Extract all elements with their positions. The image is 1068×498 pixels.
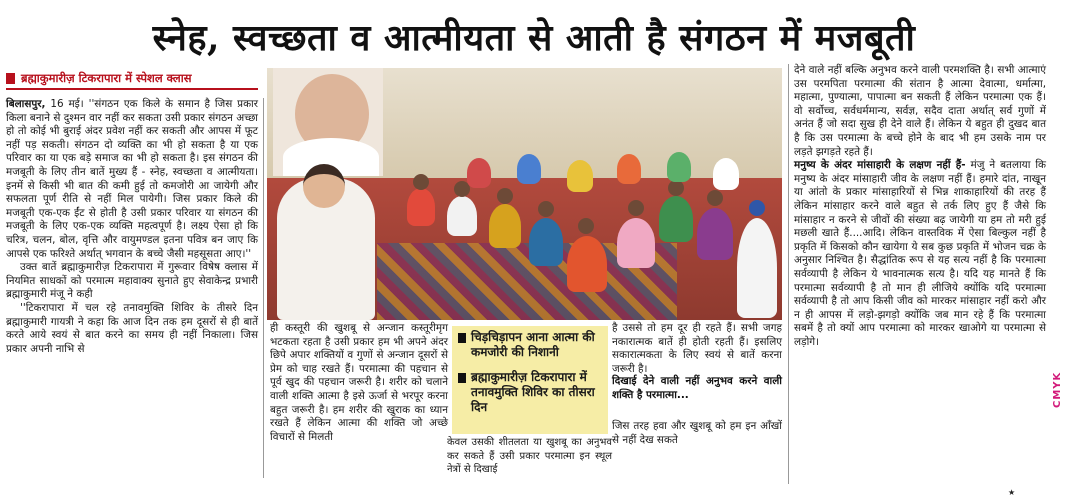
child-head (538, 201, 554, 217)
highlight-item (458, 330, 606, 360)
child-figure (567, 236, 607, 292)
child-figure (697, 208, 733, 260)
star-icon: ★ (1008, 488, 1016, 497)
print-registration-mark: CMYK (1052, 371, 1063, 408)
child-figure (667, 152, 691, 182)
child-head (578, 218, 594, 234)
article-column-3-mid: जिस तरह हवा और खुशबू को हम इन आँखों से नहीं देख सकते (612, 420, 782, 446)
bullet-square (458, 373, 466, 383)
child-figure (489, 204, 521, 248)
col4-paragraph-1: देने वाले नहीं बल्कि अनुभव करने वाली परमशक्ति है। सभी आत्माएं उस परमपिता परमात्मा की संतान है आत्मा देवात्मा, धर्मात्मा, महात्मा, पुण्यात्मा, पापात्मा बन सकती हैं लेकिन परमात्मा एक हैं। वो सर्वोच्च, सर्वधर्ममान्य, सर्वज्ञ, सदैव दाता अर्थात् सर्व गुणों में अनंत हैं जो सदा सुख ही देने वाले हैं। लेकिन ये बहुत ही दुखद बात है कि उस परमात्मा के बच्चे होने के बाद भी हम उसके नाम पर लड़ते झगड़ते रहते हैं। (794, 64, 1046, 158)
highlight-box (452, 326, 608, 434)
article-column-2a: ही कस्तूरी की खुशबू से अन्जान कस्तूरीमृग भटकता रहता है उसी प्रकार हम भी अपने अंदर छिपे अपार शक्तियों व गुणों से अन्जान दूसरों से प्रेम को चाह रखते हैं। परमात्मा की पहचान से पूर्व खुद की पहचान जरूरी है। शरीर को चलाने वाली शक्ति आत्मा है इसे ऊर्जा से भरपूर करना बहुत जरूरी है। हम शरीर की खुराक का ध्यान रखते हैं लेकिन आत्मा की शक्ति जो अच्छे विचारों से मिलती (270, 322, 448, 443)
child-figure (713, 158, 739, 190)
speaker-head (303, 164, 345, 208)
article-column-3-top: है उससे तो हम दूर ही रहते हैं। सभी जगह नकारात्मक बातें ही होती रहती हैं। इसलिए सकारात्मकता के लिए स्वयं से बातें करना जरूरी है। (612, 322, 782, 375)
paragraph-3: ''टिकरापारा में चल रहे तनावमुक्ति शिविर के तीसरे दिन ब्रह्माकुमारी गायत्री ने कहा कि आज दिन तक हम दूसरों से ही बातें करते आये स्वयं से बात करने का समय ही नहीं निकाला। जिस प्रकार अपनी नाभि से (6, 301, 258, 355)
article-column-4 (794, 64, 1046, 484)
dateline-city: बिलासपुर, (6, 98, 46, 110)
child-head (497, 188, 513, 204)
dateline-text: 16 मई। ''संगठन एक किले के समान है जिस प्रकार किला बनाने से दुश्मन वार नहीं कर सकता उसी प्रकार संगठन अच्छा हो तो कोई भी बुराई अंदर प्रवेश नहीं कर सकती और आपस में फूट नहीं पड़ सकती। संगठन दो व्यक्ति का भी हो सकता है या एक परिवार का या एक बड़े समाज का भी हो सकता है। इस संगठन की मजबूती के लिए तीन बातें मुख्य हैं - स्नेह, स्वच्छता व आत्मीयता। इनमें से किसी भी बात की कमी हुई तो कमजोरी आ जायेगी और सफलता पूर्ण रीति से नहीं मिल पायेगी। जिस प्रकार किले की मजबूती एक-एक ईंट से होती है उसी प्रकार परिवार या संगठन की मजबूती के लिए एक-एक व्यक्ति महत्वपूर्ण है। लक्ष्य ऐसा हो कि चरित्र, चलन, बोल, वृत्ति और वायुमण्डल इतना पवित्र बन जाए कि आपसे एक फरिश्ते अर्थात् भगवान के बच्चे जैसी महसूसता आए।'' (6, 98, 258, 260)
adult-figure (737, 218, 777, 318)
child-figure (529, 218, 563, 266)
paragraph-2: उक्त बातें ब्रह्माकुमारीज़ टिकरापारा में गुरूवार विषेष क्लास में नियमित साधकों को परमात्म महावाक्य सुनाते हुए सेवाकेन्द्र प्रभारी ब्रह्माकुमारी मंजू ने कही (6, 261, 258, 301)
col4-paragraph-2 (794, 159, 1046, 349)
child-head (413, 174, 429, 190)
article-column-1 (6, 98, 258, 478)
child-figure (447, 196, 477, 236)
highlight-text-1: चिड़चिड़ापन आना आत्मा की कमजोरी की निशानी (471, 330, 595, 359)
article-column-2b: केवल उसकी शीतलता या खुशबू का अनुभव कर सकते हैं उसी प्रकार परमात्मा इन स्थूल नेत्रों से दिखाई (447, 437, 612, 476)
child-figure (567, 160, 593, 192)
child-head (668, 180, 684, 196)
adult-head (749, 200, 765, 216)
section-marker (6, 73, 15, 84)
child-head (707, 190, 723, 206)
child-figure (517, 154, 541, 184)
bullet-square (458, 333, 466, 343)
section-label-text: ब्रह्माकुमारीज़ टिकरापारा में स्पेशल क्लास (21, 70, 192, 85)
headline: स्नेह, स्वच्छता व आत्मीयता से आती है संगठन में मजबूती (152, 17, 916, 59)
subhead-1: दिखाई देने वाली नहीं अनुभव करने वाली शक्ति है परमात्मा... (612, 375, 782, 401)
portrait-frame (273, 68, 383, 176)
child-figure (407, 188, 435, 226)
child-head (628, 200, 644, 216)
lead-paragraph (6, 98, 258, 261)
column-divider (788, 64, 789, 484)
section-label (6, 68, 258, 90)
column-divider (263, 98, 264, 478)
subhead-2: मनुष्य के अंदर मांसाहारी के लक्षण नहीं हैं- (794, 159, 966, 172)
child-figure (659, 196, 693, 242)
event-photo (267, 68, 782, 320)
col4-paragraph-2-text: मंजु ने बतलाया कि मनुष्य के अंदर मांसाहारी जीव के लक्षण नहीं हैं। हमारे दांत, नाखून या आंतो के प्रकार मांसाहारियों से भिन्न शाकाहारियों की तरह हैं लेकिन मांसाहार करने वाले बहुत से तर्क लिए हुए हैं जैसे कि मांसाहार न करने से जीवों की संख्या बढ़ जायेगी या हम तो मरी हुई मछली खाते हैं....आदि। लेकिन वास्तविक में ऐसा बिल्कुल नहीं है प्रकृति में किसको कौन खायेगा ये सब कुछ प्रकृति में भोजन चक्र के अनुसार निश्चित है। सैद्धांतिक रूप से यह सत्य नहीं है कि परमात्मा सर्वव्यापी है लेकिन ये भावनात्मक सत्य है। यदि यह मानते हैं कि परमात्मा सर्वव्यापी है तो मान ही लीजिये क्योंकि यदि परमात्मा सर्वव्यापी है तो आप किसी जीव को मारकर मांसाहार नहीं करो और न ही आपस में लड़ो-झगड़ो क्योंकि जब मान रहे हैं कि परमात्मा सबमें है तो क्यों आप परमात्मा को मारकर खाओगे या परमात्मा से लड़ोगे। (794, 159, 1046, 348)
child-figure (467, 158, 491, 188)
highlight-text-2: ब्रह्माकुमारीज़ टिकरापारा में तनावमुक्ति शिविर का तीसरा दिन (471, 370, 595, 414)
child-figure (617, 218, 655, 268)
child-figure (617, 154, 641, 184)
subhead-box (612, 375, 782, 419)
highlight-item (458, 370, 606, 415)
